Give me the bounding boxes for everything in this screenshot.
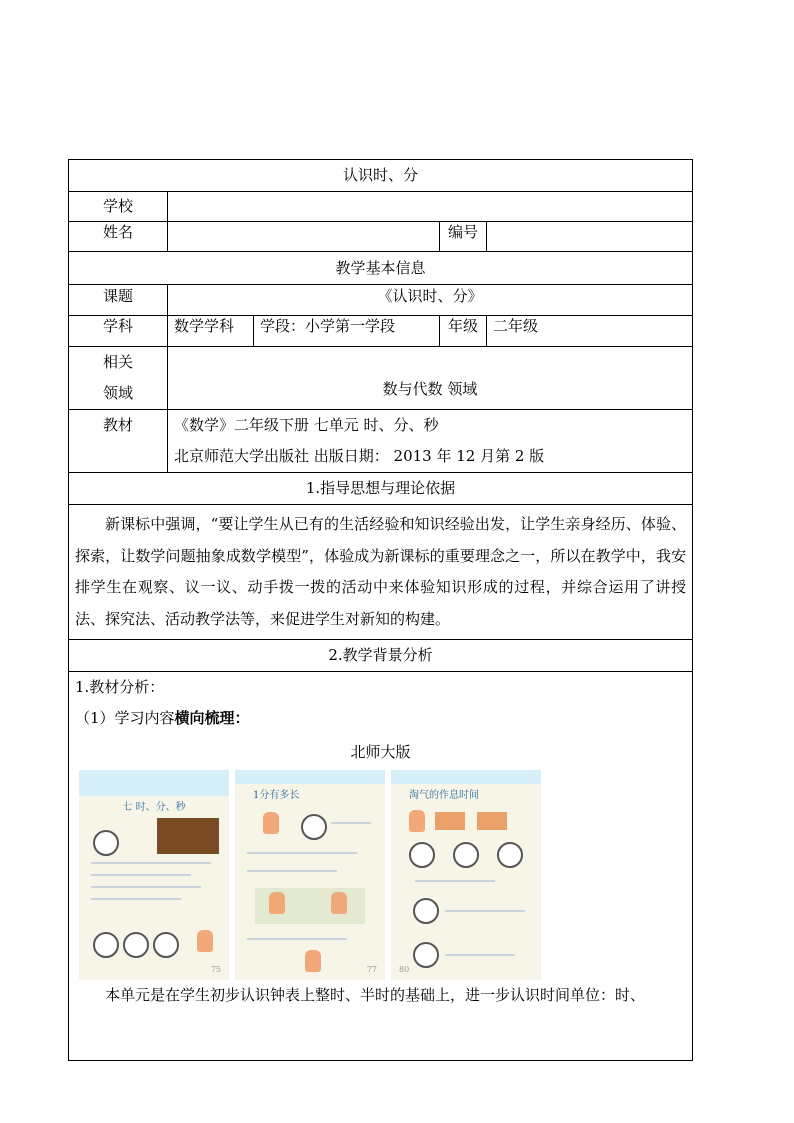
learning-content-bold: 横向梳理： <box>174 709 250 727</box>
related-label-line2: 领域 <box>102 384 133 402</box>
thumbnail-3-page: 80 <box>399 965 410 974</box>
section2-heading: 2.教学背景分析 <box>69 640 693 672</box>
textbook-page-thumbnail-2 <box>235 770 385 980</box>
related-domain-value: 数与代数 领域 <box>168 347 693 410</box>
name-label: 姓名 <box>69 222 168 252</box>
clock-icon <box>413 942 439 968</box>
clock-icon <box>497 842 523 868</box>
stage-value: 学段：小学第一学段 <box>254 316 440 347</box>
thumbnail-3-title: 淘气的作息时间 <box>409 790 479 801</box>
publisher-label: 北师大版 <box>350 743 411 761</box>
child-figure-icon <box>409 810 425 832</box>
section1-body-cell <box>69 505 693 640</box>
section2-continuation-text: 本单元是在学生初步认识钟表上整时、半时的基础上，进一步认识时间单位：时、 <box>105 986 646 1004</box>
number-value-cell <box>487 222 693 252</box>
learning-content-line <box>75 703 686 734</box>
related-domain-label <box>69 347 168 410</box>
clock-icon <box>123 932 149 958</box>
child-figure-icon <box>197 930 213 952</box>
name-value-cell <box>168 222 440 252</box>
subject-value: 数学学科 <box>168 316 254 347</box>
textbook-page-thumbnail-1 <box>79 770 229 980</box>
textbook-label: 教材 <box>69 410 168 473</box>
textbook-line2: 北京师范大学出版社 出版日期： 2013 年 12 月第 2 版 <box>174 447 545 465</box>
thumbnail-1-page: 75 <box>210 965 221 974</box>
section-basic-info-heading: 教学基本信息 <box>69 252 693 285</box>
clock-icon <box>413 898 439 924</box>
child-figure-icon <box>331 892 347 914</box>
clock-icon <box>153 932 179 958</box>
child-figure-icon <box>263 812 279 834</box>
grade-value: 二年级 <box>487 316 693 347</box>
school-label: 学校 <box>69 192 168 222</box>
clock-icon <box>409 842 435 868</box>
textbook-line1: 《数学》二年级下册 七单元 时、分、秒 <box>174 416 439 434</box>
textbook-thumbnails <box>75 770 686 980</box>
related-label-line1: 相关 <box>102 353 133 371</box>
section1-body: 新课标中强调，“要让学生从已有的生活经验和知识经验出发，让学生亲身经历、体验、探索，让数学问题抽象成数学模型”，体验成为新课标的重要理念之一，所以在教学中，我安排学生在观察、议一议、动手拨一拨的活动中来体验知识形成的过程，并综合运用了讲授法、探究法、活动教学法等，来促进学生对新知的构建。 <box>75 515 687 628</box>
lesson-info-table <box>68 159 693 1061</box>
topic-value: 《认识时、分》 <box>168 285 693 316</box>
thumbnail-2-title: 1分有多长 <box>253 790 300 801</box>
clock-icon <box>453 842 479 868</box>
textbook-value <box>168 410 693 473</box>
document-title: 认识时、分 <box>69 160 693 192</box>
clock-icon <box>93 932 119 958</box>
clock-icon <box>301 814 327 840</box>
school-value-cell <box>168 192 693 222</box>
subject-label: 学科 <box>69 316 168 347</box>
number-label: 编号 <box>440 222 487 252</box>
thumbnail-2-page: 77 <box>366 965 377 974</box>
clock-icon <box>93 830 119 856</box>
section2-body-cell <box>69 672 693 1061</box>
learning-content-prefix: （1）学习内容 <box>75 709 175 727</box>
textbook-page-thumbnail-3 <box>391 770 541 980</box>
textbook-analysis-label: 1.教材分析： <box>75 678 165 696</box>
child-figure-icon <box>305 950 321 972</box>
thumbnail-1-title: 七 时、分、秒 <box>122 802 186 813</box>
section1-heading: 1.指导思想与理论依据 <box>69 473 693 505</box>
grade-label: 年级 <box>440 316 487 347</box>
topic-label: 课题 <box>69 285 168 316</box>
child-figure-icon <box>269 892 285 914</box>
